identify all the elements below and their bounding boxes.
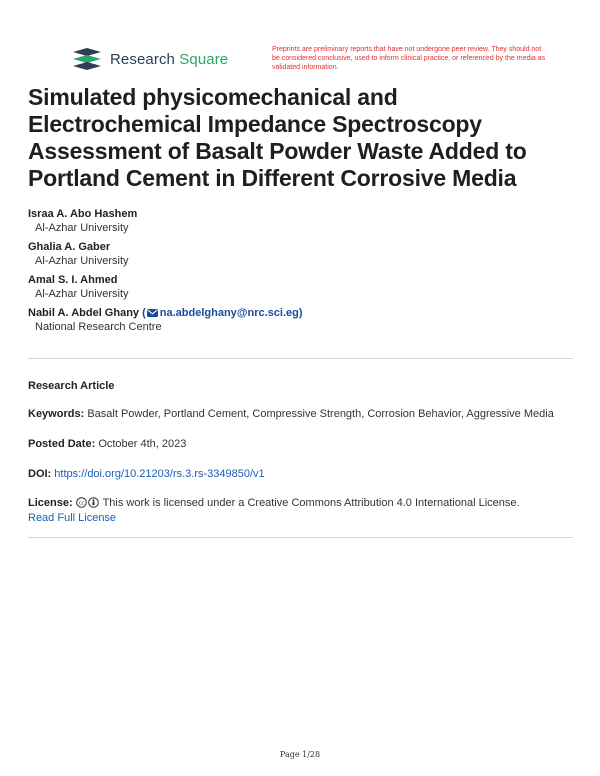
author-affiliation: Al-Azhar University xyxy=(35,255,129,267)
research-square-logo-icon xyxy=(72,48,102,70)
author-affiliation: National Research Centre xyxy=(35,321,162,333)
corresponding-author-name xyxy=(28,306,573,320)
license-line xyxy=(28,496,576,526)
author-affiliation: Al-Azhar University xyxy=(35,222,129,234)
doi-label: DOI: xyxy=(28,468,52,480)
logo-text-main: Research xyxy=(110,50,175,68)
author-name: Ghalia A. Gaber xyxy=(28,241,111,253)
author-email-link[interactable]: ( na.abdelghany@nrc.sci.eg) xyxy=(142,307,303,319)
license-text: This work is licensed under a Creative Commons Attribution 4.0 International License. xyxy=(102,497,520,509)
author-list xyxy=(28,207,573,339)
research-square-logo[interactable] xyxy=(72,48,228,70)
page-number: Page 1/28 xyxy=(279,750,321,759)
doi-line xyxy=(28,467,576,482)
doi-link[interactable]: https://doi.org/10.21203/rs.3.rs-3349850/v1 xyxy=(54,468,265,480)
read-full-license-link[interactable]: Read Full License xyxy=(28,512,117,524)
author-entry xyxy=(28,306,573,335)
preprint-disclaimer: Preprints are preliminary reports that have not undergone peer review. They should not be considered conclusive, used to inform clinical practice, or referenced by the media as validated information. xyxy=(272,46,546,71)
author-name: Amal S. I. Ahmed xyxy=(28,274,118,286)
logo-text xyxy=(110,51,228,68)
author-entry xyxy=(28,207,573,236)
keywords-value: Basalt Powder, Portland Cement, Compressive Strength, Corrosion Behavior, Aggressive Media xyxy=(87,408,554,420)
posted-date-line xyxy=(28,437,576,452)
author-name: Israa A. Abo Hashem xyxy=(28,208,138,220)
posted-date-value: October 4th, 2023 xyxy=(98,438,187,450)
article-type: Research Article xyxy=(28,380,115,392)
attribution-icon xyxy=(88,497,99,508)
author-entry xyxy=(28,240,573,269)
posted-date-label: Posted Date: xyxy=(28,438,96,450)
author-affiliation: Al-Azhar University xyxy=(35,288,129,300)
svg-text:cc: cc xyxy=(78,500,84,507)
author-name: Nabil A. Abdel Ghany xyxy=(28,307,140,319)
keywords-line xyxy=(28,407,576,422)
creative-commons-icon xyxy=(76,497,87,508)
author-email: na.abdelghany@nrc.sci.eg xyxy=(159,307,299,319)
keywords-label: Keywords: xyxy=(28,408,85,420)
logo-text-accent: Square xyxy=(179,50,229,68)
paper-title: Simulated physicomechanical and Electrochemical Impedance Spectroscopy Assessment of Basalt Powder Waste Added to Portland Cement in Different Corrosive Media xyxy=(28,84,527,191)
divider xyxy=(28,537,573,538)
author-entry xyxy=(28,273,573,302)
divider xyxy=(28,358,573,359)
envelope-icon xyxy=(147,309,158,317)
license-label: License: xyxy=(28,497,73,509)
